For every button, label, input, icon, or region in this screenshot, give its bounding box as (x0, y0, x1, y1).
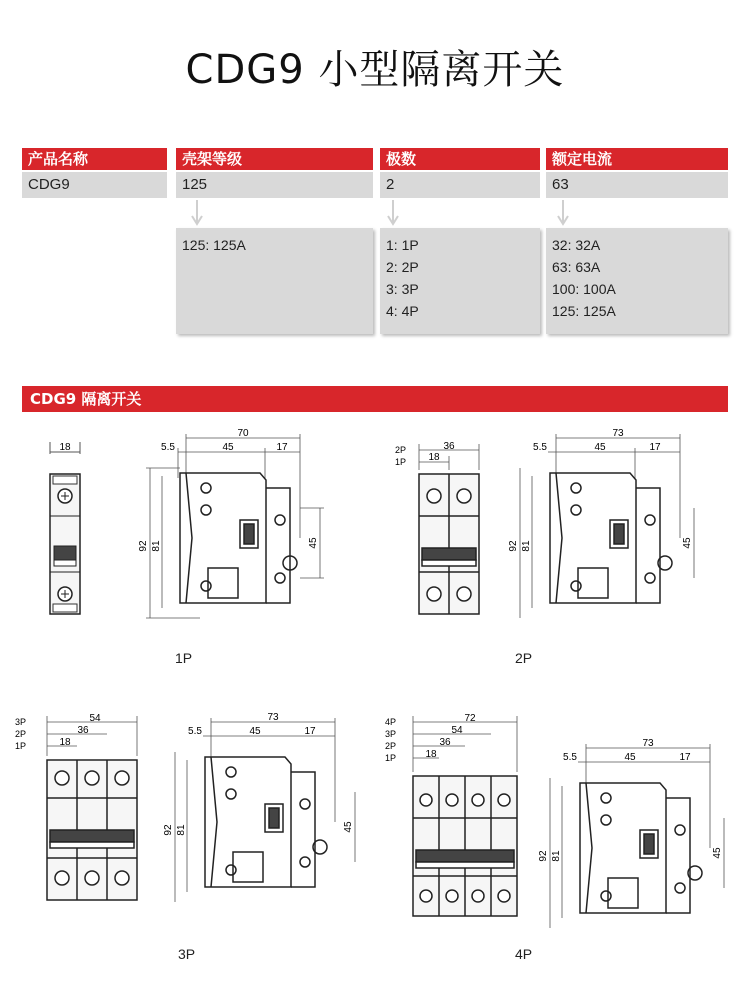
col-header-rated-current: 额定电流 (546, 148, 728, 170)
svg-text:45: 45 (308, 537, 319, 549)
value-poles: 2 (380, 172, 540, 198)
side-view-2p (510, 428, 710, 628)
svg-text:17: 17 (649, 442, 661, 453)
svg-text:2P: 2P (395, 445, 407, 455)
svg-text:5.5: 5.5 (533, 442, 547, 453)
down-arrow-icon (190, 200, 204, 226)
option-item: 3: 3P (386, 281, 419, 297)
diagram-label-2p: 2P (515, 650, 533, 666)
svg-text:73: 73 (642, 738, 654, 749)
svg-text:36: 36 (77, 725, 89, 736)
dim-width: 18 (59, 442, 71, 453)
front-view-2p (395, 440, 485, 630)
svg-text:1P: 1P (395, 457, 407, 467)
section-title: CDG9 隔离开关 (22, 386, 728, 412)
svg-text:92: 92 (508, 540, 519, 552)
front-view-1p (40, 440, 90, 630)
svg-text:17: 17 (679, 752, 691, 763)
svg-text:45: 45 (222, 442, 234, 453)
col-header-product-name: 产品名称 (22, 148, 167, 170)
front-view-3p (15, 712, 145, 912)
svg-text:18: 18 (425, 749, 437, 760)
down-arrow-icon (386, 200, 400, 226)
svg-text:4P: 4P (385, 717, 397, 727)
value-frame-rating: 125 (176, 172, 373, 198)
svg-text:45: 45 (343, 821, 354, 833)
svg-text:72: 72 (464, 713, 476, 724)
svg-text:17: 17 (276, 442, 288, 453)
options-poles (380, 228, 540, 334)
option-item: 4: 4P (386, 303, 419, 319)
svg-text:5.5: 5.5 (563, 752, 577, 763)
svg-text:1P: 1P (15, 741, 27, 751)
svg-text:36: 36 (443, 441, 455, 452)
side-view-1p (140, 428, 330, 628)
svg-text:45: 45 (624, 752, 636, 763)
svg-text:5.5: 5.5 (188, 726, 202, 737)
diagram-label-1p: 1P (175, 650, 193, 666)
svg-text:45: 45 (682, 537, 693, 549)
svg-text:81: 81 (176, 824, 187, 836)
option-item: 125: 125A (552, 303, 616, 319)
svg-text:70: 70 (237, 428, 249, 439)
svg-text:2P: 2P (15, 729, 27, 739)
svg-text:2P: 2P (385, 741, 397, 751)
svg-text:3P: 3P (15, 717, 27, 727)
svg-text:45: 45 (594, 442, 606, 453)
side-view-3p (165, 712, 365, 912)
svg-text:81: 81 (521, 540, 532, 552)
svg-text:18: 18 (59, 737, 71, 748)
page-title: CDG9 小型隔离开关 (185, 47, 565, 93)
value-product-name: CDG9 (22, 172, 167, 198)
svg-text:54: 54 (451, 725, 463, 736)
svg-text:92: 92 (538, 850, 549, 862)
down-arrow-icon (556, 200, 570, 226)
front-view-4p (385, 712, 525, 922)
options-frame-rating (176, 228, 373, 334)
options-rated-current (546, 228, 728, 334)
col-header-poles: 极数 (380, 148, 540, 170)
svg-text:17: 17 (304, 726, 316, 737)
option-item: 2: 2P (386, 259, 419, 275)
col-header-frame-rating: 壳架等级 (176, 148, 373, 170)
value-rated-current: 63 (546, 172, 728, 198)
svg-text:3P: 3P (385, 729, 397, 739)
svg-text:81: 81 (151, 540, 162, 552)
svg-text:45: 45 (249, 726, 261, 737)
svg-text:73: 73 (612, 428, 624, 439)
svg-text:92: 92 (138, 540, 149, 552)
option-item: 100: 100A (552, 281, 616, 297)
option-item: 32: 32A (552, 237, 601, 253)
svg-text:1P: 1P (385, 753, 397, 763)
side-view-4p (540, 738, 740, 938)
diagram-label-3p: 3P (178, 946, 196, 962)
option-item: 63: 63A (552, 259, 601, 275)
svg-text:45: 45 (712, 847, 723, 859)
svg-text:81: 81 (551, 850, 562, 862)
option-item: 1: 1P (386, 237, 419, 253)
svg-text:18: 18 (428, 452, 440, 463)
svg-text:5.5: 5.5 (161, 442, 175, 453)
option-item: 125: 125A (182, 237, 246, 253)
diagram-label-4p: 4P (515, 946, 533, 962)
svg-text:73: 73 (267, 712, 279, 723)
svg-text:54: 54 (89, 713, 101, 724)
svg-text:36: 36 (439, 737, 451, 748)
svg-text:92: 92 (163, 824, 174, 836)
